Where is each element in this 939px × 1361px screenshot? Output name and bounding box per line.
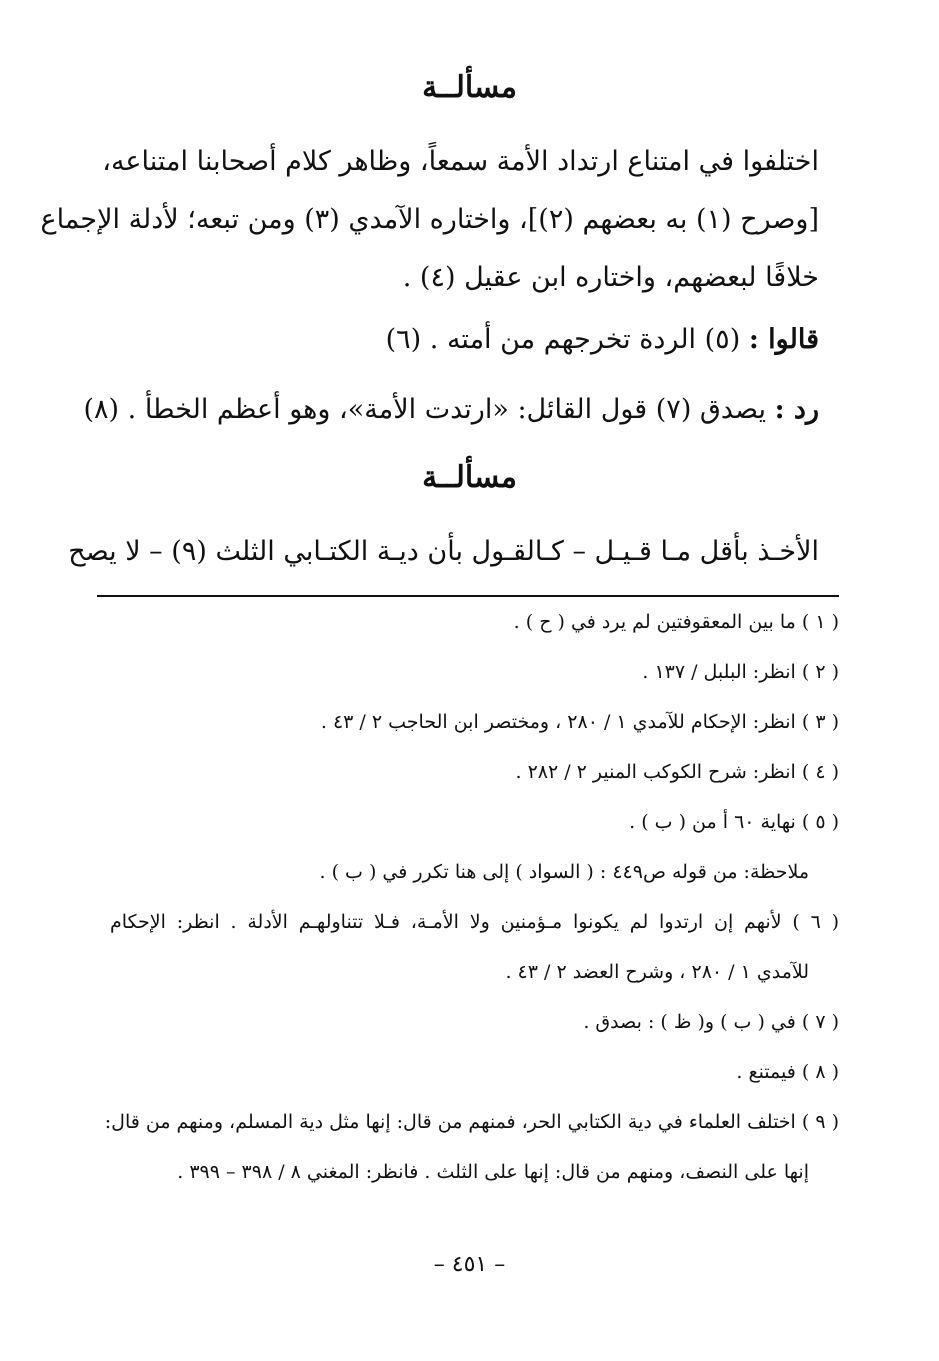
footnote-7: ( ٧ ) في ( ب ) و( ظ ) : بصدق . xyxy=(583,1011,839,1033)
footnote-5: ( ٥ ) نهاية ٦٠ أ من ( ب ) . xyxy=(629,811,839,833)
footnote-2: ( ٢ ) انظر: البلبل / ١٣٧ . xyxy=(642,661,839,683)
section-heading-1: مسألــة xyxy=(422,70,517,105)
footnote-9: ( ٩ ) اختلف العلماء في دية الكتابي الحر، فمنهم من قال: إنها مثل دية المسلم، ومنهم من قال: xyxy=(104,1111,839,1133)
footnote-1: ( ١ ) ما بين المعقوفتين لم يرد في ( ح ) . xyxy=(513,611,839,633)
footnote-9-continued: إنها على النصف، ومنهم من قال: إنها على الثلث . فانظر: المغني ٨ / ٣٩٨ – ٣٩٩ . xyxy=(177,1161,809,1183)
qalu-paragraph xyxy=(115,318,819,362)
section-heading-2: مسألــة xyxy=(422,460,517,495)
body-line-section2: الأخـذ بأقل مـا قـيـل – كـالقـول بأن ديـة الكتـابي الثلث (٩) – لا يصح xyxy=(68,536,819,567)
footnote-8: ( ٨ ) فيمتنع . xyxy=(736,1061,839,1083)
qalu-text: (٥) الردة تخرجهم من أمته . (٦) xyxy=(385,324,749,355)
footnote-note: ملاحظة: من قوله ص٤٤٩ : ( السواد ) إلى هنا تكرر في ( ب ) . xyxy=(319,861,809,883)
radd-paragraph xyxy=(83,388,819,432)
body-line-1: اختلفوا في امتناع ارتداد الأمة سمعاً، وظاهر كلام أصحابنا امتناعه، xyxy=(102,146,819,177)
body-line-3: خلافًا لبعضهم، واختاره ابن عقيل (٤) . xyxy=(402,262,819,293)
radd-text: يصدق (٧) قول القائل: «ارتدت الأمة»، وهو أعظم الخطأ . (٨) xyxy=(83,394,775,425)
page-number: – ٤٥١ – xyxy=(433,1252,506,1277)
radd-lead: رد : xyxy=(774,394,819,425)
footnote-6-continued: للآمدي ١ / ٢٨٠ ، وشرح العضد ٢ / ٤٣ . xyxy=(505,961,809,983)
footnote-3: ( ٣ ) انظر: الإحكام للآمدي ١ / ٢٨٠ ، ومختصر ابن الحاجب ٢ / ٤٣ . xyxy=(320,711,839,733)
qalu-lead: قالوا : xyxy=(748,324,819,355)
body-line-2: [وصرح (١) به بعضهم (٢)]، واختاره الآمدي (٣) ومن تبعه؛ لأدلة الإجماع xyxy=(40,204,819,235)
footnote-6: ( ٦ ) لأنهم إن ارتدوا لم يكونوا مـؤمنين ولا الأمـة، فـلا تتناولهـم الأدلة . انظر: الإحكام xyxy=(110,911,840,933)
footnote-4: ( ٤ ) انظر: شرح الكوكب المنير ٢ / ٢٨٢ . xyxy=(515,761,839,783)
footnote-separator xyxy=(97,595,839,597)
